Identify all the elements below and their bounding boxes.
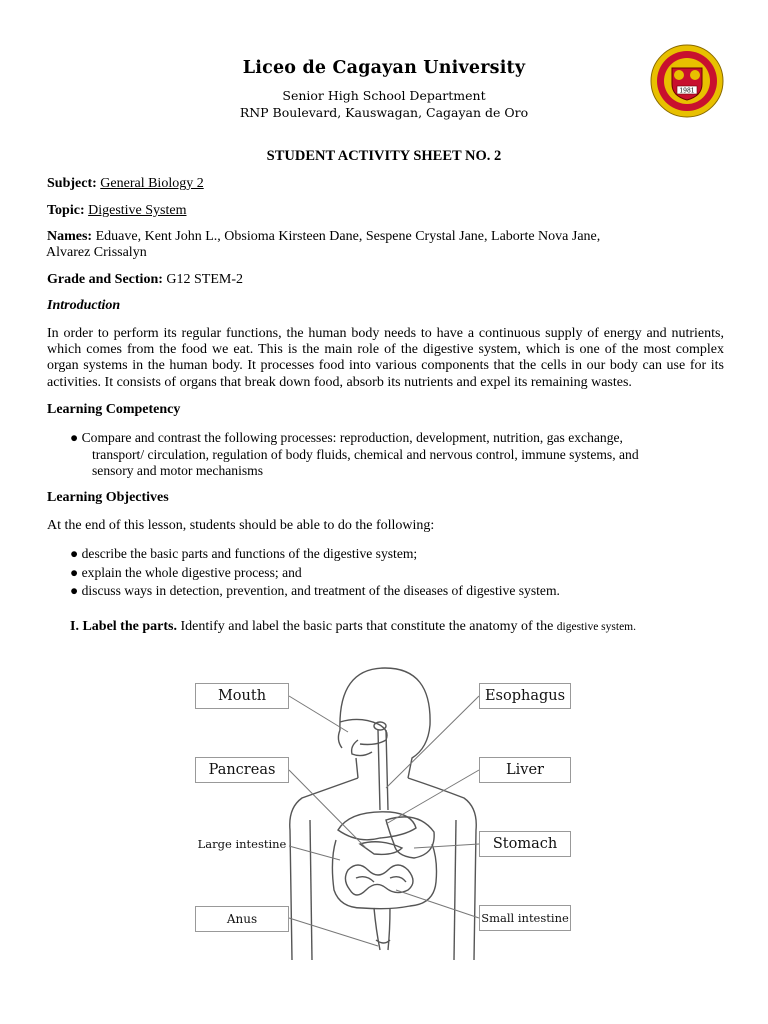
digestive-system-diagram — [190, 660, 580, 960]
objective-item: ● explain the whole digestive process; and — [70, 564, 302, 580]
subject-label: Subject: — [47, 176, 97, 191]
label-box-mouth: Mouth — [195, 683, 289, 709]
objective-item: ● discuss ways in detection, prevention, and treatment of the diseases of digestive system. — [70, 583, 560, 598]
objectives-lead: At the end of this lesson, students should be able to do the following: — [47, 518, 435, 533]
university-address: RNP Boulevard, Kauswagan, Cagayan de Oro — [239, 105, 529, 120]
names-value: Eduave, Kent John L., Obsioma Kirsteen Dane, Sespene Crystal Jane, Laborte Nova Jane, — [95, 229, 601, 244]
label-box-esophagus: Esophagus — [479, 683, 571, 709]
topic-line — [47, 203, 187, 219]
label-box-stomach: Stomach — [479, 831, 571, 857]
label-box-large-intestine: Large intestine — [195, 832, 289, 858]
names-line — [47, 229, 600, 245]
subject-line — [47, 176, 204, 192]
svg-text:1981: 1981 — [679, 87, 695, 95]
university-seal-icon — [650, 44, 724, 118]
topic-label: Topic: — [47, 203, 85, 218]
introduction-heading: Introduction — [47, 298, 121, 313]
label-box-anus: Anus — [195, 906, 289, 932]
objectives-heading: Learning Objectives — [47, 490, 169, 505]
grade-line — [47, 272, 243, 288]
university-name: Liceo de Cagayan University — [242, 58, 526, 78]
objective-item: ● describe the basic parts and functions of the digestive system; — [70, 546, 418, 561]
task-instruction — [70, 619, 636, 635]
task-text-small: digestive system. — [556, 621, 636, 633]
label-box-small-intestine: Small intestine — [479, 905, 571, 931]
competency-heading: Learning Competency — [47, 402, 181, 417]
topic-value: Digestive System — [88, 203, 187, 218]
task-text: Identify and label the basic parts that constitute the anatomy of the — [180, 619, 554, 634]
competency-line-3: sensory and motor mechanisms — [92, 463, 264, 478]
introduction-text: In order to perform its regular functions, the human body needs to have a continuous supply of energy and nutrients, which comes from the food we eat. This is the main role of the digestive system, which is one of the most complex organ systems in the human body. It processes food into various components that the cells in our body can use for its activities. It consists of organs that break down food, absorb its nutrients and expel its remaining wastes. — [47, 326, 724, 390]
competency-line-2: transport/ circulation, regulation of body fluids, chemical and nervous control, immune systems, and — [92, 446, 639, 462]
department-name: Senior High School Department — [282, 88, 486, 103]
label-box-liver: Liver — [479, 757, 571, 783]
competency-line-1: ● Compare and contrast the following processes: reproduction, development, nutrition, gas exchange, — [70, 430, 623, 445]
grade-value: G12 STEM-2 — [166, 272, 244, 287]
subject-value: General Biology 2 — [100, 176, 204, 191]
sheet-title: STUDENT ACTIVITY SHEET NO. 2 — [266, 148, 502, 164]
task-title: I. Label the parts. — [70, 619, 177, 634]
label-box-pancreas: Pancreas — [195, 757, 289, 783]
names-label: Names: — [47, 229, 93, 244]
competency-bullet — [70, 430, 639, 480]
objectives-list — [70, 546, 560, 600]
names-value-continued: Alvarez Crissalyn — [46, 245, 147, 260]
grade-label: Grade and Section: — [47, 272, 163, 287]
